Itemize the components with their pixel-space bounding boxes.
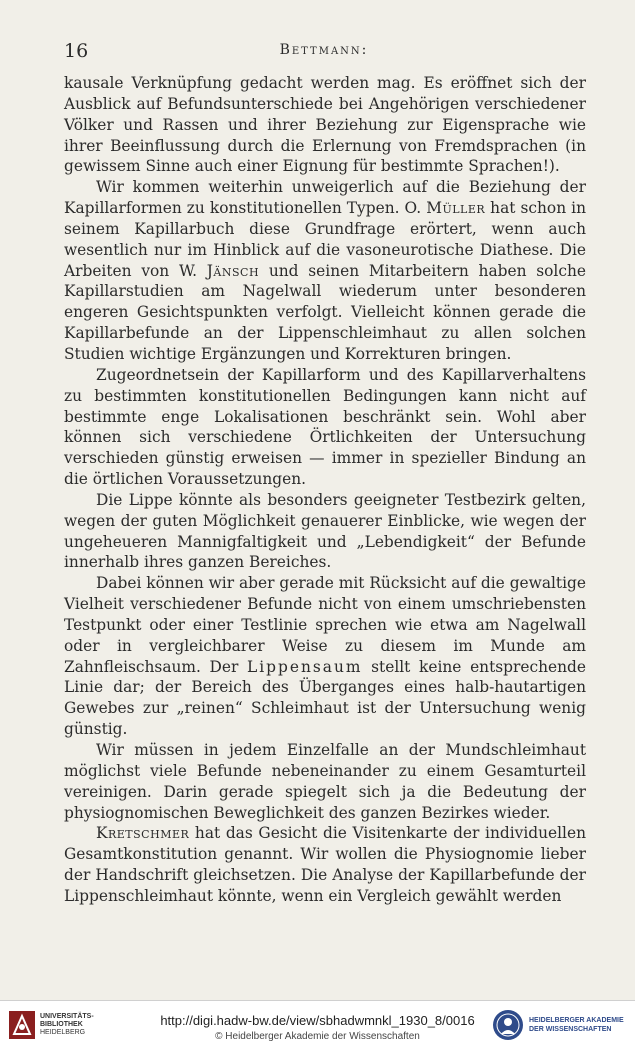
university-seal-icon [8, 1010, 36, 1040]
running-head: Bettmann: [279, 42, 369, 58]
copyright-notice: © Heidelberger Akademie der Wissenschaften [215, 1031, 420, 1042]
academy-seal-icon [492, 1009, 524, 1041]
author-name-jaensch: Jänsch [206, 261, 260, 280]
uni-logo-line-1: UNIVERSITÄTS- [40, 1013, 94, 1020]
paragraph-7: Kretschmer hat das Gesicht die Visitenkarte der individuellen Gesamtkonstitution genannt. Wir wollen die Physiognomie lieber der Handschrift gleichsetzen. Die Analyse der Kapillarbefunde der Lippenschleimhaut könnte, wenn ein Vergleich gewählt werden [64, 824, 586, 905]
body-text [64, 73, 586, 907]
paragraph-4: Die Lippe könnte als besonders geeigneter Testbezirk gelten, wegen der guten Möglichkeit genauerer Einblicke, wie wegen der ungeheueren Mannigfaltigkeit und „Lebendigkeit“ der Befunde innerhalb ihres ganzen Bereiches. [64, 490, 586, 572]
uni-logo-line-2: BIBLIOTHEK [40, 1021, 83, 1028]
paragraph-6: Wir müssen in jedem Einzelfalle an der Mundschleimhaut möglichst viele Befunde nebeneinander zu einem Gesamturteil vereinigen. Darin gerade spiegelt sich ja die Bedeutung der physiognomischen Beweglichkeit des ganzen Bezirkes wieder. [64, 741, 586, 822]
page-header [64, 40, 584, 64]
paragraph-1: kausale Verknüpfung gedacht werden mag. Es eröffnet sich der Ausblick auf Befundsunterschiede bei Angehörigen verschiedener Völker und Rassen und ihrer Beziehung zur Eigensprache wie ihrer Beeinflussung durch die Erlernung von Fremdsprachen (in gewissem Sinne auch einer Eignung für bestimmte Sprachen!). [64, 74, 586, 176]
paragraph-3: Zugeordnetsein der Kapillarform und des Kapillarverhaltens zu bestimmten konstitutionellen Bedingungen kann nicht auf bestimmte enge Lokalisationen beschränkt sein. Wohl aber können sich verschiedene Örtlichkeiten der Untersuchung verschieden günstig erweisen — immer in spezieller Bindung an die örtlichen Voraussetzungen. [64, 365, 586, 489]
source-url-link[interactable]: http://digi.hadw-bw.de/view/sbhadwmnkl_1930_8/0016 [160, 1013, 475, 1028]
uni-logo-line-3: HEIDELBERG [40, 1029, 86, 1036]
author-name-kretschmer: Kretschmer [96, 824, 190, 843]
academy-logo-line-2: DER WISSENSCHAFTEN [529, 1026, 612, 1033]
paragraph-2: Wir kommen weiterhin unweigerlich auf die Beziehung der Kapillarformen zu konstitutionellen Typen. O. Müller hat schon in seinem Kapillarbuch diese Grundfrage erörtert, wenn auch wesentlich nur im Hinblick auf die vasoneurotische Diathese. Die Arbeiten von W. Jänsch und seinen Mitarbeitern haben solche Kapillarstudien am Nagelwall wiederum unter besonderen engeren Gesichtspunkten verfolgt. Vielleicht können gerade die Kapillarbefunde an der Lippenschleimhaut zu allen solchen Studien wichtige Ergänzungen und Korrekturen bringen. [64, 178, 586, 363]
page-number: 16 [64, 40, 89, 62]
university-library-logo[interactable] [8, 1010, 128, 1042]
author-name-mueller: Müller [426, 199, 486, 218]
paragraph-5: Dabei können wir aber gerade mit Rücksicht auf die gewaltige Vielheit verschiedener Befunde nicht von einem umschriebensten Testpunkt oder einer Testlinie sprechen wie etwa am Nagelwall oder in vergleichbarer Weise zu diesem im Munde am Zahnfleischsaum. Der Lippensaum stellt keine entsprechende Linie dar; der Bereich des Überganges eines halb-hautartigen Gewebes zur „reinen“ Schleimhaut ist der Untersuchung wenig günstig. [64, 574, 586, 739]
emphasized-term: Lippensaum [247, 657, 363, 676]
footer-bar [0, 1000, 635, 1048]
academy-logo[interactable] [492, 1009, 632, 1043]
academy-logo-line-1: HEIDELBERGER AKADEMIE [529, 1017, 624, 1024]
